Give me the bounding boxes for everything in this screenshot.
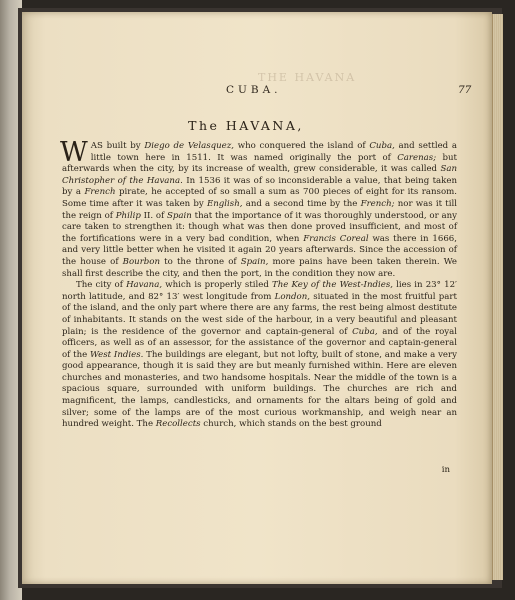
italic-text: San Christopher of the Havana. xyxy=(62,164,457,186)
italic-text: The Key of the West-Indies, xyxy=(272,280,393,291)
italic-text: Havana, xyxy=(126,280,163,291)
catchword: in xyxy=(441,465,450,475)
italic-text: West Indies. xyxy=(90,349,144,360)
page-stack-edge xyxy=(492,14,503,580)
italic-text: Cuba, xyxy=(352,326,378,337)
paragraph-1: W AS built by Diego de Velasquez, who conquered the island of Cuba, and settled a little town here in 1511. It was named originally the port of Carenas; but afterwards when the city, by its increase of wealth, grew considerable, it was called San Christopher of the Havana. In 1536 it was of so inconsiderable a value, that being taken by a French pirate, he accepted of so small a sum as 700 pieces of eight for its ransom. Some time after it was taken by English, and a second time by the French; nor was it till the reign of Philip II. of Spain that the importance of it was thoroughly understood, or any care taken to strengthen it: though what was then done proved insufficient, and most of the fortifications were in a very bad condition, when Francis Coreal was there in 1666, and very little better when he visited it again 20 years afterwards. Since the accession of the house of Bourbon to the throne of Spain, more pains have been taken therein. We shall first describe the city, and then the port, in the condition they now are. xyxy=(60,137,458,279)
running-header xyxy=(0,84,515,98)
body-text xyxy=(60,137,458,431)
italic-text: London, xyxy=(274,291,310,302)
italic-text: French xyxy=(84,187,116,198)
bleed-through-text: THE HAVANA xyxy=(258,71,357,84)
italic-text: Spain xyxy=(167,210,192,221)
italic-text: Bourbon xyxy=(122,256,161,267)
italic-text: Spain, xyxy=(240,256,269,267)
italic-text: Diego de Velasquez, xyxy=(144,141,235,151)
italic-text: English, xyxy=(207,198,243,209)
italic-text: Francis Coreal xyxy=(303,233,369,244)
page-number: 77 xyxy=(458,84,472,96)
italic-text: French; xyxy=(360,198,395,209)
italic-text: Cuba, xyxy=(369,141,395,151)
italic-text: Carenas; xyxy=(397,152,437,163)
chapter-title: The HAVANA, xyxy=(188,118,304,133)
italic-text: Recollects xyxy=(155,419,201,430)
drop-cap: W xyxy=(60,137,88,168)
running-title: CUBA. xyxy=(226,84,282,96)
italic-text: Philip xyxy=(115,210,141,221)
paragraph-2: The city of Havana, which is properly stiled The Key of the West-Indies, lies in 23° 12′ north latitude, and 82° 13′ west longitude from London, situated in the most fruitful part of the island, and the only part where there are any farms, the rest being almost destitute of inhabitants. It stands on the west side of the harbour, in a very beautiful and pleasant plain; is the residence of the governor and captain-general of Cuba, and of the royal officers, as well as of an assessor, for the assistance of the governor and captain-general of the West Indies. The buildings are elegant, but not lofty, built of stone, and make a very good appearance, though it is said they are but meanly furnished within. Here are eleven churches and monasteries, and two handsome hospitals. Near the middle of the town is a spacious square, surrounded with uniform buildings. The churches are rich and magnificent, the lamps, candlesticks, and ornaments for the altars being of gold and silver; some of the lamps are of the most curious workmanship, and weigh near an hundred weight. The Recollects church, which stands on the best ground xyxy=(62,280,457,430)
